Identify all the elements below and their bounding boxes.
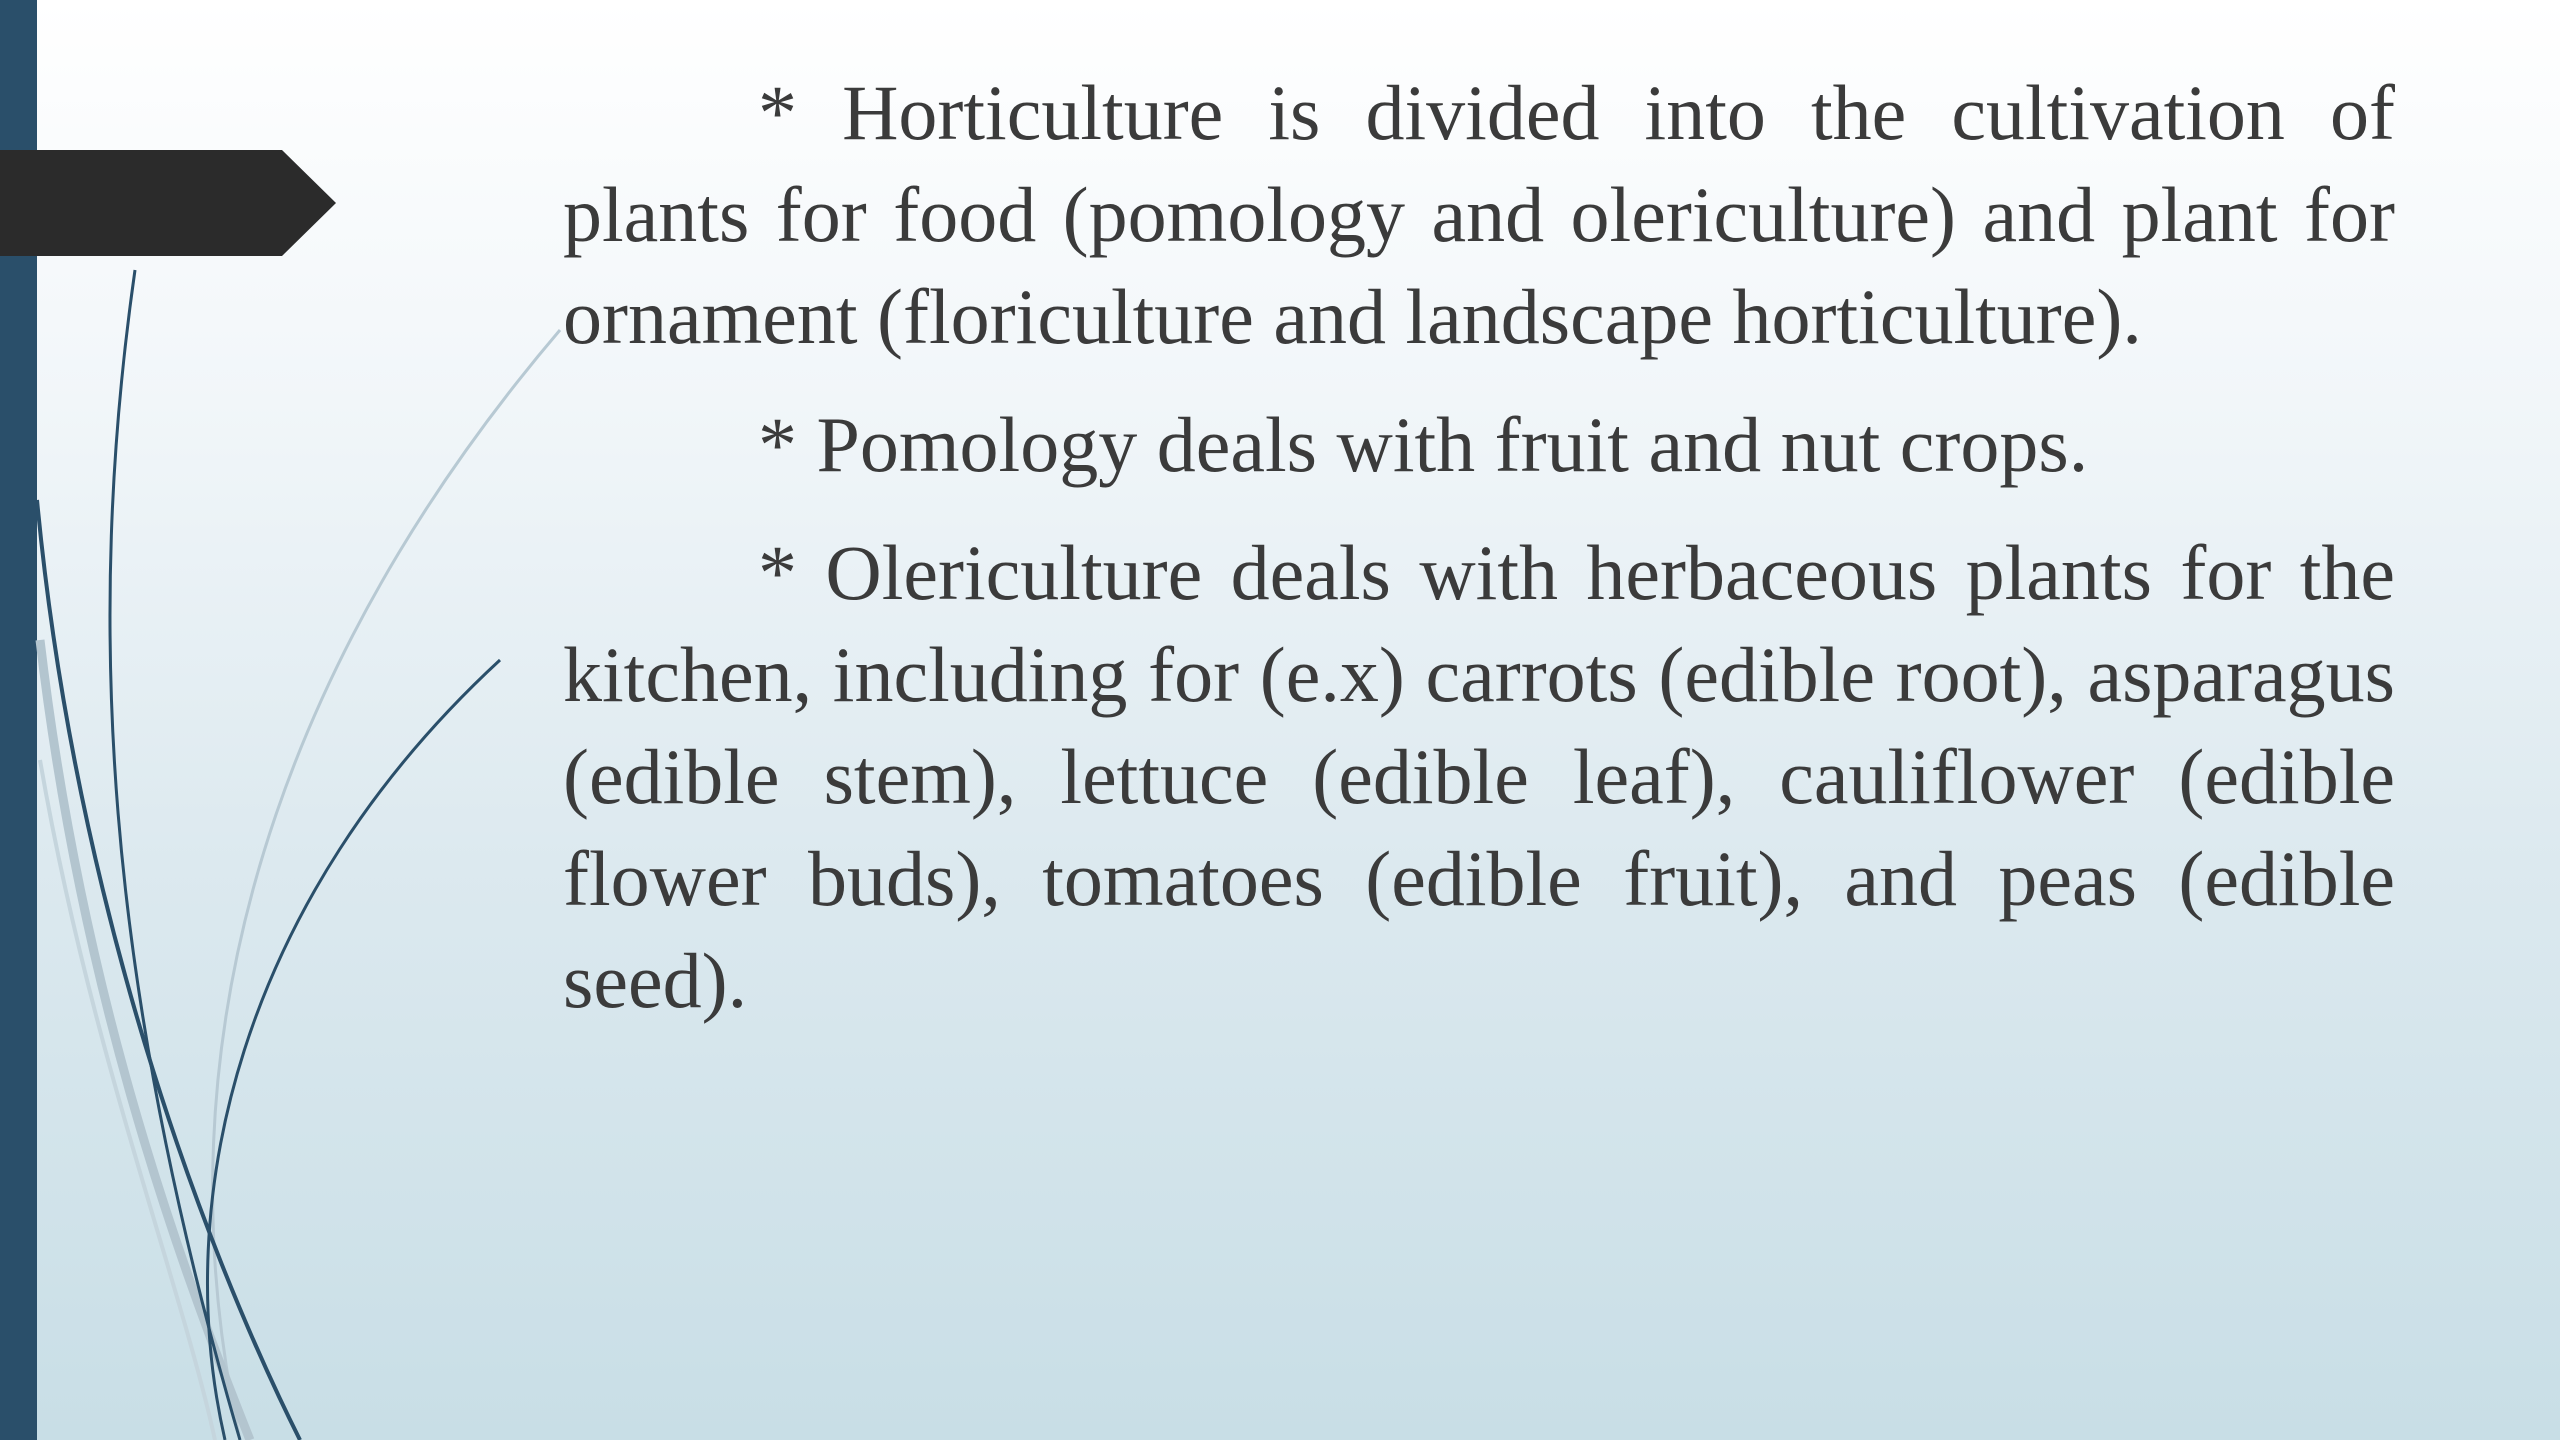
paragraph-olericulture: * Olericulture deals with herbaceous plants for the kitchen, including for (e.x) carrots (edible root), asparagus (edible stem), lettuce (edible leaf), cauliflower (edible flower buds), tomatoes (edible fruit), and peas (edible seed). — [563, 529, 2395, 1024]
curve-dark-3 — [207, 660, 500, 1440]
curve-dark-2 — [37, 500, 300, 1440]
slide-body — [563, 62, 2395, 1058]
curve-light-1 — [213, 330, 560, 1440]
arrow-tab-shape — [0, 150, 336, 256]
paragraph-pomology: * Pomology deals with fruit and nut crops. — [758, 401, 2089, 488]
paragraph-horticulture: * Horticulture is divided into the cultivation of plants for food (pomology and olericulture) and plant for ornament (floriculture and landscape horticulture). — [563, 69, 2395, 360]
